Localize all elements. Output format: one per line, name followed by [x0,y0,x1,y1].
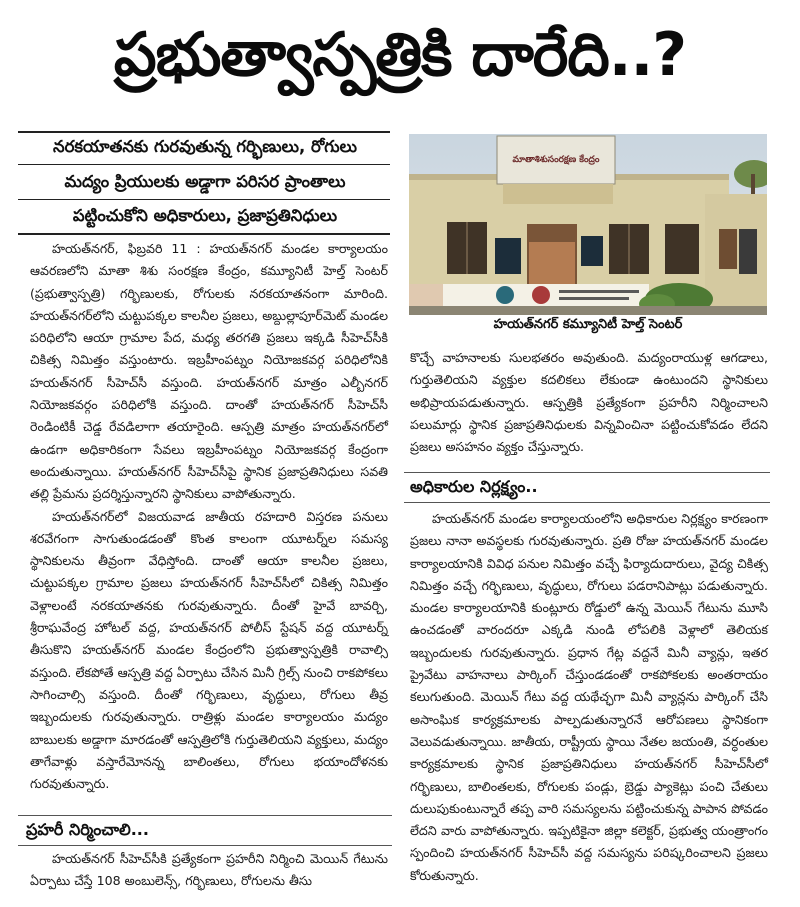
left-paragraph-2: హయత్‌నగర్‌లో విజయవాడ జాతీయ రహదారి విస్తరణ పనులు శరవేగంగా సాగుతుండడంతో కొంత కాలంగా యూటర్న్‌ల సమస్య స్థానికులను తీవ్రంగా వేధిస్తోంది. దాంతో ఆయా కాలనీల ప్రజలు, చుట్టుపక్కల గ్రామాల ప్రజలు హయత్‌నగర్ సీహెచ్‌సీలో చికిత్స నిమిత్తం వెళ్లాలంటే నరకయాతనకు గురవుతున్నారు. దీంతో హైవే బావర్చి, శ్రీరాఘవేంద్ర హోటల్ వద్ద, హయత్‌నగర్ పోలీస్ స్టేషన్ వద్ద యూటర్న్ తీసుకొని హయత్‌నగర్ మండల కేంద్రంలోని ప్రభుత్వాస్పత్రికి రావాల్సి వస్తుంది. లేకపోతే ఆస్పత్రి వద్ద ఏర్పాటు చేసిన మినీ గ్రిల్స్ నుంచి రాకపోకలు సాగించాల్సి వస్తుంది. దీంతో గర్భిణులు, వృద్ధులు, రోగులు తీవ్ర ఇబ్బందులకు గురవుతున్నారు. రాత్రిళ్లు మండల కార్యాలయం మద్యం బాబులకు అడ్డాగా మారడంతో ఆస్పత్రిలోకి గుర్తుతెలియని వ్యక్తులు, మద్యం తాగేవాళ్లు వస్తారేమోనన్న బాలింతలు, రోగులు భయాందోళనకు గురవుతున్నారు. [30,508,388,792]
right-top [410,347,768,458]
right-paragraph-1: హయత్‌నగర్ మండల కార్యాలయంలోని అధికారుల నిర్లక్ష్యం కారణంగా ప్రజలు నానా అవస్థలకు గురవుతున్నారు. ప్రతి రోజు హయత్‌నగర్ మండల కార్యాలయానికి వివిధ పనుల నిమిత్తం వచ్చే ఫిర్యాదుదారులు, వైద్య చికిత్స నిమిత్తం వచ్చే గర్భిణులు, వృద్ధులు, రోగులు పడరానిపాట్లు పడుతున్నారు. మండల కార్యాలయానికి కుంట్లూరు రోడ్డులో ఉన్న మెయిన్ గేటును మూసి ఉంచడంతో వారందరూ ఎక్కడి నుండి లోపలికి వెళ్లాలో తెలియక ఇబ్బందులకు గురవుతున్నారు. ప్రధాన గేట్ల వద్దనే మినీ వ్యాన్లు, ఇతర ప్రైవేటు వాహనాలు పార్కింగ్ చేస్తుండడంతో రాకపోకలకు అంతరాయం కలుగుతుంది. మెయిన్ గేటు వద్ద యథేచ్ఛగా మినీ వ్యాన్లను పార్కింగ్ చేసి అసాంఘిక కార్యక్రమాలకు పాల్పడుతున్నారనే ఆరోపణలు స్థానికంగా వెలువడుతున్నాయి. జాతీయ, రాష్ట్రీయ స్థాయి నేతల జయంతి, వర్ధంతుల కార్యక్రమాలకు స్థానిక ప్రజాప్రతినిధులు హయత్‌నగర్ సీహెచ్‌సీలో గర్భిణులు, బాలింతలకు, రోగులకు పండ్లు, బ్రెడ్డు ప్యాకెట్లు పంచి చేతులు దులుపుకుంటున్నారే తప్ప వారి సమస్యలను పట్టించుకున్న పాపాన పోవడం లేదని వారు వాపోతున్నారు. ఇప్పటికైనా జిల్లా కలెక్టర్, ప్రభుత్వ యంత్రాంగం స్పందించి హయత్‌నగర్ సీహెచ్‌సీ వద్ద సమస్యను పరిష్కరించాలని ప్రజలు కోరుతున్నారు. [410,511,768,883]
left-paragraph-1: హయత్‌నగర్, ఫిబ్రవరి 11 : హయత్‌నగర్ మండల కార్యాలయం ఆవరణలోని మాతా శిశు సంరక్షణ కేంద్రం, కమ్యూనిటీ హెల్త్ సెంటర్ (ప్రభుత్వాస్పత్రి) గర్భిణులకు, రోగులకు నరకయాతనంగా మారింది. హయత్‌నగర్‌లోని చుట్టుపక్కల కాలనీల ప్రజలు, అబ్దుల్లాపూర్‌మెట్ మండల పరిధిలోని ఆయా గ్రామాల పేద, మధ్య తరగతి ప్రజలు ఇక్కడి సీహెచ్‌సీకి చికిత్స నిమిత్తం వస్తుంటారు. ఇబ్రహీంపట్నం నియోజకవర్గ పరిధిలోనికి హయత్‌నగర్ సీహెచ్‌సీ వస్తుంది. హయత్‌నగర్ మాత్రం ఎల్బీనగర్ నియోజకవర్గం పరిధిలోకి వస్తుంది. దాంతో హయత్‌నగర్ సీహెచ్‌సీ రెండింటికీ చెడ్డ రేవడిలాగా తయారైంది. ఆస్పత్రి మాత్రం హయత్‌నగర్‌లో ఉండగా అధికారికంగా సేవలు ఇబ్రహీంపట్నం నియోజకవర్గ కేంద్రంగా అందుతున్నాయి. హయత్‌నగర్ సీహెచ్‌సీపై స్థానిక ప్రజాప్రతినిధులు సవతి తల్లి ప్రేమను ప్రదర్శిస్తున్నారని స్థానికులు వాపోతున్నారు. [30,241,388,502]
right-column [410,508,768,887]
right-subhead-rule [404,472,770,473]
subheadline-2: మద్యం ప్రియులకు అడ్డాగా పరిసర ప్రాంతాలు [64,172,346,191]
left-column [30,238,388,795]
left-tail [30,848,388,893]
left-tail-text: హయత్‌నగర్ సీహెచ్‌సీకి ప్రత్యేకంగా ప్రహరీని నిర్మించి మెయిన్ గేటును ఏర్పాటు చేస్తే 108 అంబులెన్స్, గర్భిణులు, రోగులను తీసు [30,851,388,889]
right-subhead-rule-bottom [404,502,770,503]
subheadline-3: పట్టించుకోని అధికారులు, ప్రజాప్రతినిధులు [72,206,338,225]
sign-text: మాతాశిశుసంరక్షణ కేంద్రం [512,155,600,165]
building-illustration [409,134,767,315]
right-subhead: అధికారుల నిర్లక్ష్యం.. [410,477,538,496]
health-centre-photo [409,134,767,315]
photo-caption: హయత్‌నగర్ కమ్యూనిటీ హెల్త్ సెంటర్ [493,317,683,332]
divider-3 [18,233,390,235]
left-subhead: ప్రహరీ నిర్మించాలి... [26,820,149,839]
subheadline-1: నరకయాతనకు గురవుతున్న గర్భిణులు, రోగులు [52,137,357,156]
left-subhead-rule [18,815,392,816]
divider-2 [18,199,390,200]
right-top-text: కొచ్చే వాహనాలకు సులభతరం అవుతుంది. మద్యంరాయుళ్ల ఆగడాలు, గుర్తుతెలియని వ్యక్తుల కదలికలు లేకుండా ఉంటుందని స్థానికులు అభిప్రాయపడుతున్నారు. ఆస్పత్రికి ప్రత్యేకంగా ప్రహరీని నిర్మించాలని పలుమార్లు స్థానిక ప్రజాప్రతినిధులకు విన్నవించినా పట్టించుకోవడం లేదని ప్రజలు అసహనం వ్యక్తం చేస్తున్నారు. [410,350,768,455]
page-headline: ప్రభుత్వాస్పత్రికి దారేది..? [113,20,687,90]
left-subhead-rule-bottom [18,845,392,846]
divider-1 [18,164,390,165]
divider-top [18,131,390,133]
